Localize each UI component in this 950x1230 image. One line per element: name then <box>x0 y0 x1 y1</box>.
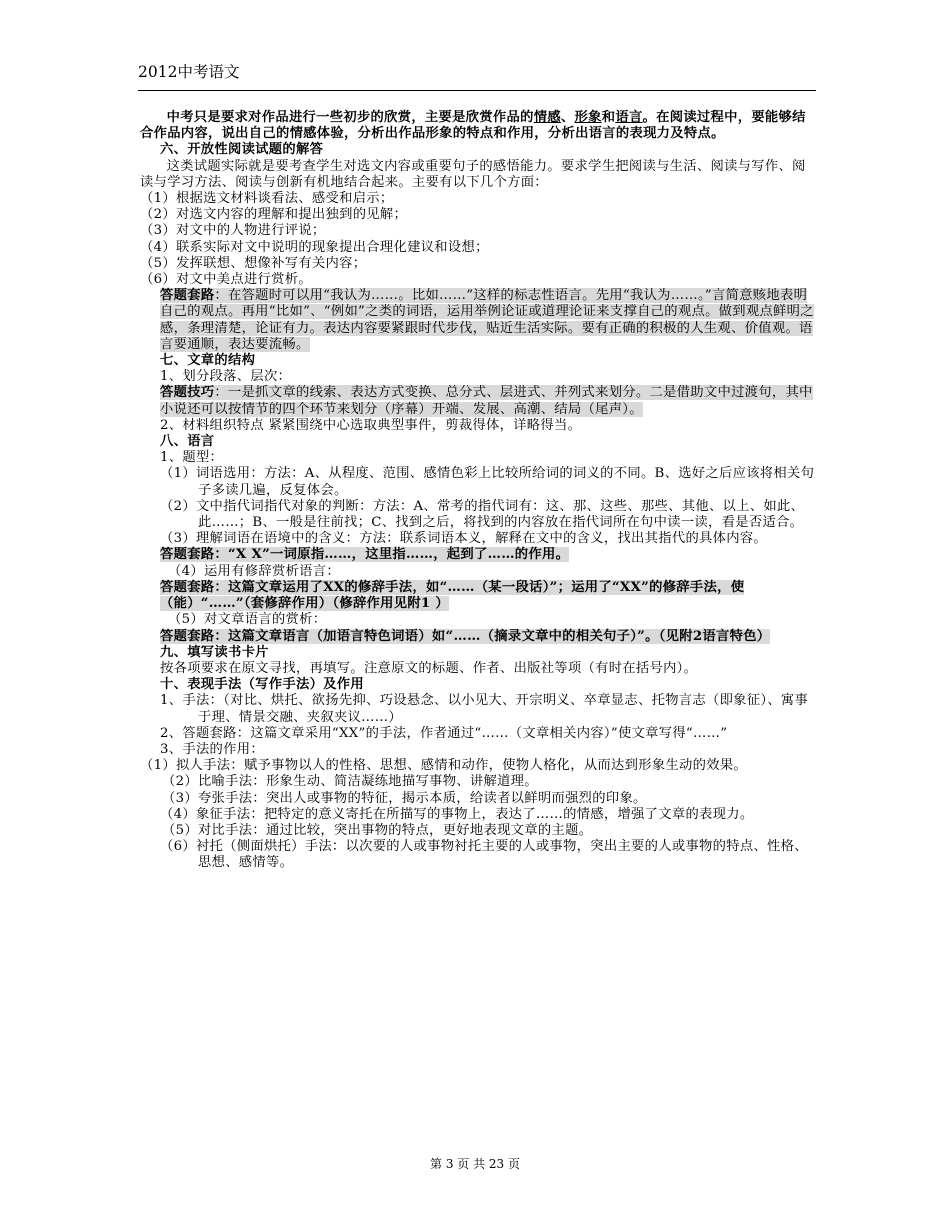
section-8-tip-3-line <box>140 629 816 645</box>
section-6-answer-tip <box>140 288 816 353</box>
section-8-question-5: （5）对文章语言的赏析： <box>168 612 327 628</box>
section-10-function-3: （3）夸张手法：突出人或事物的特征，揭示本质，给读者以鲜明而强烈的印象。 <box>162 790 647 806</box>
page-header-title: 2012中考语文 <box>138 63 240 81</box>
section-7-tip-text: ：一是抓文章的线索、表达方式变换、总分式、层进式、并列式来划分。二是借助文中过渡句，其中小说还可以按情节的四个环节来划分（序幕）开端、发展、高潮、结局（尾声）。 <box>160 385 813 417</box>
section-6-item-6: （6）对文中美点进行赏析。 <box>140 272 312 288</box>
section-8-question-3: （3）理解词语在语境中的含义：方法：联系词语本义，解释在文中的含义，找出其指代的具体内容。 <box>160 531 768 547</box>
intro-text-1: 中考只是要求对作品进行一些初步的欣赏，主要是欣赏作品的 <box>166 110 534 125</box>
intro-sep-2: 和 <box>601 110 616 125</box>
section-8-tip-1-line <box>140 547 816 563</box>
section-7-item-1: 1、划分段落、层次： <box>160 369 292 385</box>
section-6-item-5: （5）发挥联想、想像补写有关内容； <box>140 255 367 271</box>
intro-paragraph <box>140 110 816 142</box>
intro-underline-emotion: 情感 <box>533 110 561 125</box>
section-7-tip-label: 答题技巧 <box>160 385 215 401</box>
section-8-item-1: 1、题型： <box>160 450 224 466</box>
section-7-heading: 七、文章的结构 <box>160 353 256 369</box>
section-9-paragraph: 按各项要求在原文寻找，再填写。注意原文的标题、作者、出版社等项（有时在括号内）。 <box>160 660 698 676</box>
section-10-function-5: （5）对比手法：通过比较，突出事物的特点，更好地表现文章的主题。 <box>162 822 593 838</box>
intro-underline-image: 形象 <box>574 110 602 125</box>
section-6-tip-label: 答题套路 <box>160 288 215 304</box>
section-6-tip-text: ：在答题时可以用“我认为……。比如……”这样的标志性语言。先用“我认为……。”言简意赅地表明自己的观点。再用“比如”、“例如”之类的词语，运用举例论证或道理论证来支撑自己的观点。做到观点鲜明之感，条理清楚，论证有力。表达内容要紧跟时代步伐，贴近生活实际。要有正确的积极的人生观、价值观。语言要通顺，表达要流畅。 <box>160 288 814 352</box>
section-10-heading: 十、表现手法（写作手法）及作用 <box>160 677 364 693</box>
section-6-item-2: （2）对选文内容的理解和提出独到的见解； <box>140 207 408 223</box>
section-6-item-3: （3）对文中的人物进行评说； <box>140 223 326 239</box>
section-10-function-4: （4）象征手法：把特定的意义寄托在所描写的事物上，表达了……的情感，增强了文章的表现力。 <box>160 806 754 822</box>
section-7-item-2: 2、材料组织特点 紧紧围绕中心选取典型事件，剪裁得体，详略得当。 <box>160 417 582 433</box>
section-10-function-2: （2）比喻手法：形象生动、简洁凝练地描写事物、讲解道理。 <box>162 774 538 790</box>
section-6-paragraph: 这类试题实际就是要考查学生对选文内容或重要句子的感悟能力。要求学生把阅读与生活、阅读与写作、阅读与学习方法、阅读与创新有机地结合起来。主要有以下几个方面： <box>140 158 806 190</box>
section-6-heading: 六、开放性阅读试题的解答 <box>160 142 324 158</box>
section-8-heading: 八、语言 <box>160 434 215 450</box>
document-body <box>140 110 816 872</box>
section-10-function-1: （1）拟人手法：赋予事物以人的性格、思想、感情和动作，使物人格化，从而达到形象生动的效果。 <box>140 758 748 774</box>
section-9-heading: 九、填写读书卡片 <box>160 644 269 660</box>
section-10-item-1: 1、手法：（对比、烘托、欲扬先抑、巧设悬念、以小见大、开宗明义、卒章显志、托物言志（即象征）、寓事于理、情景交融、夹叙夹议……） <box>160 693 809 725</box>
section-7-answer-tip <box>140 385 816 417</box>
section-6-item-1: （1）根据选文材料谈看法、感受和启示； <box>140 191 394 207</box>
section-10-function-6: （6）衬托（侧面烘托）手法：以次要的人或事物衬托主要的人或事物，突出主要的人或事物的特点、性格、思想、感情等。 <box>160 839 808 871</box>
intro-text-2: 。在阅读过程中，要能够结合作品内容，说出自己的情感体验，分析出作品形象的特点和作用，分析出语言的表现力及特点。 <box>140 110 806 142</box>
page-footer: 第 3 页 共 23 页 <box>430 1157 520 1171</box>
section-10-item-2: 2、答题套路：这篇文章采用“XX”的手法，作者通过“……（文章相关内容）”使文章写得“……” <box>160 725 728 741</box>
section-10-item-3: 3、手法的作用： <box>160 741 264 757</box>
section-8-tip-2-line <box>140 580 816 612</box>
section-8-tip-3: 答题套路：这篇文章语言（加语言特色词语）如“……（摘录文章中的相关句子）”。（见附2语言特色） <box>160 628 771 644</box>
header-rule <box>138 90 816 91</box>
section-8-tip-2: 答题套路：这篇文章运用了XX的修辞手法，如“……（某一段话）”；运用了“XX”的修辞手法，使（能）“……”（套修辞作用）（修辞作用见附1 ） <box>160 579 745 612</box>
section-6-item-4: （4）联系实际对文中说明的现象提出合理化建议和设想； <box>140 239 489 255</box>
intro-underline-language: 语言 <box>615 110 643 125</box>
section-8-question-1: （1）词语选用：方法：A、从程度、范围、感情色彩上比较所给词的词义的不同。B、选好之后应该将相关句子多读几遍，反复体会。 <box>160 466 815 498</box>
intro-sep-1: 、 <box>560 110 575 125</box>
section-8-question-2: （2）文中指代词指代对象的判断：方法：A、常考的指代词有：这、那、这些、那些、其他、以上、如此、此……；B、一般是往前找；C、找到之后，将找到的内容放在指代词所在句中读一读，看是否适合。 <box>160 498 805 531</box>
section-8-question-4: （4）运用有修辞赏析语言： <box>168 563 340 579</box>
section-8-tip-1: 答题套路：“X X”一词原指……，这里指……，起到了……的作用。 <box>160 547 570 563</box>
